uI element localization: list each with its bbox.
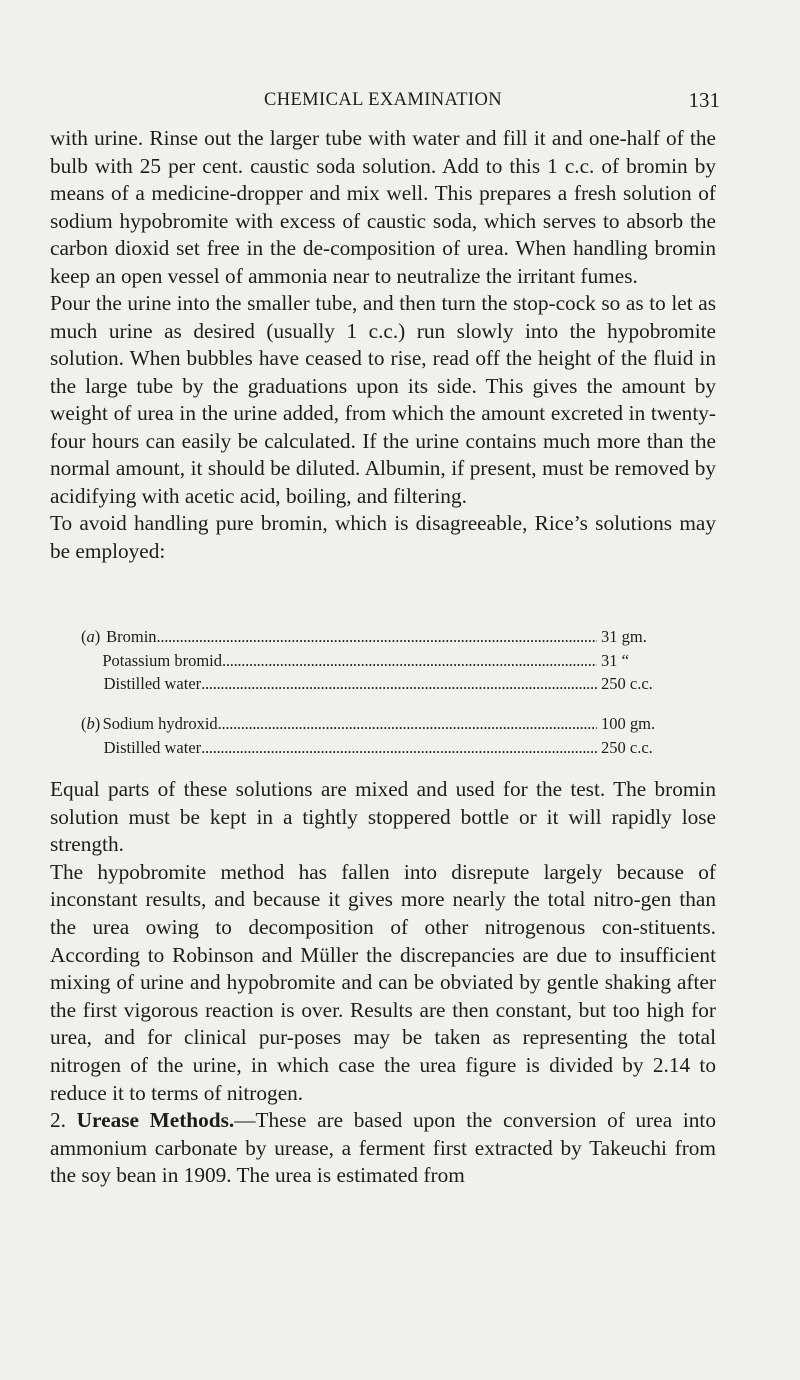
running-head: CHEMICAL EXAMINATION (263, 90, 503, 110)
ingredient-quantity: 250 c.c. (601, 737, 653, 757)
recipe-row (81, 672, 693, 696)
section-text: —These are based upon the conversion of urea into ammonium carbonate by urease, a ferment first extracted by Takeuchi from the soy bean in 1909. The urea is estimated from (50, 1108, 716, 1188)
body-text-upper (50, 125, 716, 565)
paragraph: Pour the urine into the smaller tube, and then turn the stop-cock so as to let as much urine as desired (usually 1 c.c.) run slowly into the hypobromite solution. When bubbles have ceased to rise, read off the height of the fluid in the large tube by the graduations upon its side. This gives the amount by weight of urea in the urine added, from which the amount excreted in twenty-four hours can easily be calculated. If the urine contains much more than the normal amount, it should be diluted. Albumin, if present, must be removed by acidifying with acetic acid, boiling, and filtering. (50, 291, 716, 508)
recipe-b (81, 712, 693, 759)
paragraph: Equal parts of these solutions are mixed and used for the test. The bromin solution must be kept in a tightly stoppered bottle or it will rapidly lose strength. (50, 777, 716, 857)
ingredient-name: Bromin (106, 627, 157, 646)
ingredient-name: Distilled water (103, 674, 202, 693)
leader-dots (201, 736, 597, 760)
recipe-row (81, 736, 693, 760)
leader-dots (157, 625, 597, 649)
ingredient-quantity: 100 gm. (601, 714, 656, 733)
body-text-lower (50, 776, 716, 1190)
ingredient-name: Distilled water (103, 737, 202, 757)
recipe-row (81, 625, 693, 649)
ingredient-name: Potassium bromid (102, 650, 223, 670)
paragraph: The hypobromite method has fallen into disrepute largely because of inconstant results, and because it gives more nearly the total nitro-gen than the urea owing to decomposition of other nitrogenous con-stituents. According to Robinson and Müller the discrepancies are due to insufficient mixing of urine and hypobromite and can be obviated by gentle shaking after the first vigorous reaction is over. Results are then constant, but too high for urea, and for clinical pur-poses may be taken as representing the total nitrogen of the urine, in which case the urea figure is divided by 2.14 to reduce it to terms of nitrogen. (50, 859, 716, 1105)
leader-dots (201, 672, 597, 696)
page-number: 131 (688, 88, 720, 112)
recipe-row (81, 649, 693, 673)
recipe-label: (b) (81, 714, 101, 733)
paragraph (50, 1107, 716, 1190)
paragraph: with urine. Rinse out the larger tube with water and fill it and one-half of the bulb with 25 per cent. caustic soda solution. Add to this 1 c.c. of bromin by means of a medicine-dropper and mix well. This prepares a fresh solution of sodium hypobromite with excess of caustic soda, which serves to absorb the carbon dioxid set free in the de-composition of urea. When handling bromin keep an open vessel of ammonia near to neutralize the irritant fumes. (50, 126, 716, 288)
recipe-row (81, 712, 693, 736)
recipe-label: (a) (81, 627, 101, 646)
section-number: 2. (50, 1108, 77, 1133)
leader-dots (218, 712, 597, 736)
ingredient-quantity: 31 gm. (601, 627, 647, 646)
leader-dots (222, 649, 597, 673)
paragraph: To avoid handling pure bromin, which is disagreeable, Rice’s solutions may be employed: (50, 511, 716, 563)
ingredient-name: Sodium hydroxid (102, 714, 218, 733)
ingredient-quantity: 250 c.c. (601, 674, 653, 693)
section-heading: Urease Methods. (76, 1108, 235, 1133)
page-header (50, 88, 720, 116)
recipe-a (81, 625, 693, 696)
ingredient-quantity: 31 “ (601, 650, 629, 670)
